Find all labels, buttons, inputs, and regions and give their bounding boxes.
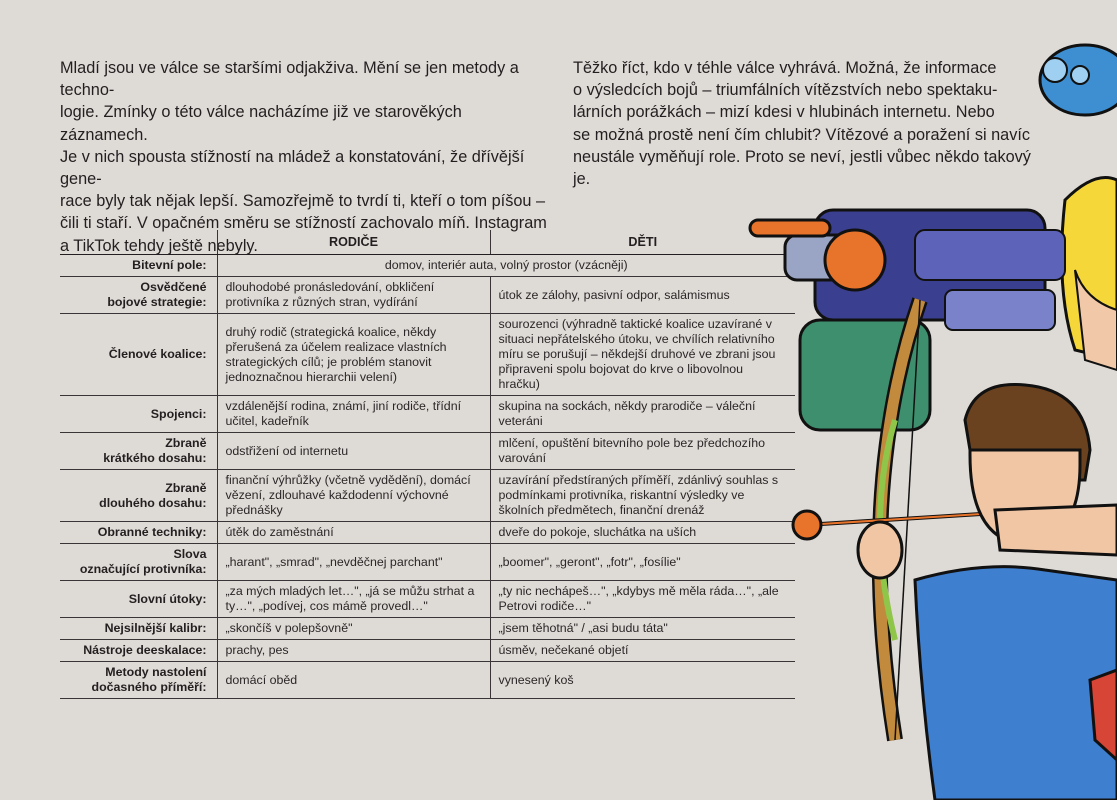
row-parents-value: útěk do zaměstnání — [217, 522, 490, 544]
row-parents-value: „harant", „smrad", „nevděčnej parchant" — [217, 544, 490, 581]
row-parents-value: druhý rodič (strategická koalice, někdy přerušená za účelem realizace vlastních strategických cílů; je problém stanovit jednoznačnou hierarchii velení) — [217, 314, 490, 396]
row-parents-value: „za mých mladých let…", „já se můžu strhat a ty…", „podívej, cos mámě provedl…" — [217, 581, 490, 618]
row-category: Obranné techniky: — [60, 522, 217, 544]
intro-text-left: Mladí jsou ve válce se staršími odjakživa. Mění se jen metody a techno- logie. Zmínky o této válce nacházíme již ve starověkých záznamech. Je v nich spousta stížností na mládež a konstatování, že dřívější gene- race byly tak nějak lepší. Samozřejmě to tvrdí ti, kteří o tom píšou – čili ti staří. V opačném směru se stížností zachovalo míň. Instagram a TikTok tehdy ještě nebyly. — [60, 59, 547, 255]
row-parents-value: dlouhodobé pronásledování, obkličení protivníka z různých stran, vydírání — [217, 277, 490, 314]
header-empty — [60, 230, 217, 255]
table-row — [60, 640, 795, 662]
row-children-value: uzavírání předstíraných příměří, zdánlivý souhlas s podmínkami protivníka, riskantní výsledky ve školních předmětech, finanční drenáž — [490, 470, 795, 522]
row-category: Metody nastolení dočasného příměří: — [60, 662, 217, 699]
table-header-row — [60, 230, 795, 255]
row-children-value: sourozenci (výhradně taktické koalice uzavírané v situaci nepřátelského útoku, ve chvílích relativního míru se porušují – někdejší druhové ve zbrani jsou připraveni spolu bojovat do krve o libovolnou hračku) — [490, 314, 795, 396]
table-row — [60, 581, 795, 618]
row-category: Osvědčené bojové strategie: — [60, 277, 217, 314]
intro-paragraph-left — [60, 57, 548, 257]
row-parents-value: finanční výhrůžky (včetně vydědění), domácí vězení, zdlouhavé každodenní výchovné přednášky — [217, 470, 490, 522]
table-row — [60, 662, 795, 699]
blonde-kid-figure — [1062, 178, 1117, 371]
parents-vs-children-table — [60, 230, 795, 699]
table-row — [60, 618, 795, 640]
header-parents: RODIČE — [217, 230, 490, 255]
kids-with-toy-weapons-illustration — [745, 40, 1117, 800]
row-parents-value: prachy, pes — [217, 640, 490, 662]
row-children-value: „jsem těhotná" / „asi budu táta" — [490, 618, 795, 640]
table-row — [60, 255, 795, 277]
table-row — [60, 314, 795, 396]
intro-text-right: Těžko říct, kdo v téhle válce vyhrává. Možná, že informace o výsledcích bojů – triumfálních vítězstvích nebo spektaku- lárních porážkách – mizí kdesi v hlubinách internetu. Nebo se možná prostě není čím chlubit? Vítězové a poražení si navíc neustále vyměňují role. Proto se neví, jestli vůbec někdo takový je. — [573, 59, 1031, 189]
row-category: Bitevní pole: — [60, 255, 217, 277]
table-row — [60, 470, 795, 522]
table-row — [60, 433, 795, 470]
row-children-value: „ty nic nechápeš…", „kdybys mě měla ráda…", „ale Petrovi rodiče…" — [490, 581, 795, 618]
row-children-value: útok ze zálohy, pasivní odpor, salámismus — [490, 277, 795, 314]
row-category: Nástroje deeskalace: — [60, 640, 217, 662]
table-row — [60, 277, 795, 314]
row-category: Členové koalice: — [60, 314, 217, 396]
row-parents-value: odstřižení od internetu — [217, 433, 490, 470]
table-row — [60, 544, 795, 581]
row-category: Slovní útoky: — [60, 581, 217, 618]
header-children: DĚTI — [490, 230, 795, 255]
table-row — [60, 396, 795, 433]
row-category: Zbraně krátkého dosahu: — [60, 433, 217, 470]
table-row — [60, 522, 795, 544]
row-children-value: mlčení, opuštění bitevního pole bez předchozího varování — [490, 433, 795, 470]
row-category: Nejsilnější kalibr: — [60, 618, 217, 640]
row-category: Spojenci: — [60, 396, 217, 433]
row-parents-value: „skončíš v polepšovně" — [217, 618, 490, 640]
row-category: Zbraně dlouhého dosahu: — [60, 470, 217, 522]
water-balloon-icon — [1040, 45, 1117, 115]
row-parents-value: vzdálenější rodina, známí, jiní rodiče, třídní učitel, kadeřník — [217, 396, 490, 433]
table-body — [60, 255, 795, 699]
row-category: Slova označující protivníka: — [60, 544, 217, 581]
row-children-value: dveře do pokoje, sluchátka na uších — [490, 522, 795, 544]
row-children-value: úsměv, nečekané objetí — [490, 640, 795, 662]
row-shared-value: domov, interiér auta, volný prostor (vzácněji) — [217, 255, 795, 277]
row-children-value: „boomer", „geront", „fotr", „fosílie" — [490, 544, 795, 581]
row-children-value: vynesený koš — [490, 662, 795, 699]
row-parents-value: domácí oběd — [217, 662, 490, 699]
row-children-value: skupina na sockách, někdy prarodiče – váleční veteráni — [490, 396, 795, 433]
